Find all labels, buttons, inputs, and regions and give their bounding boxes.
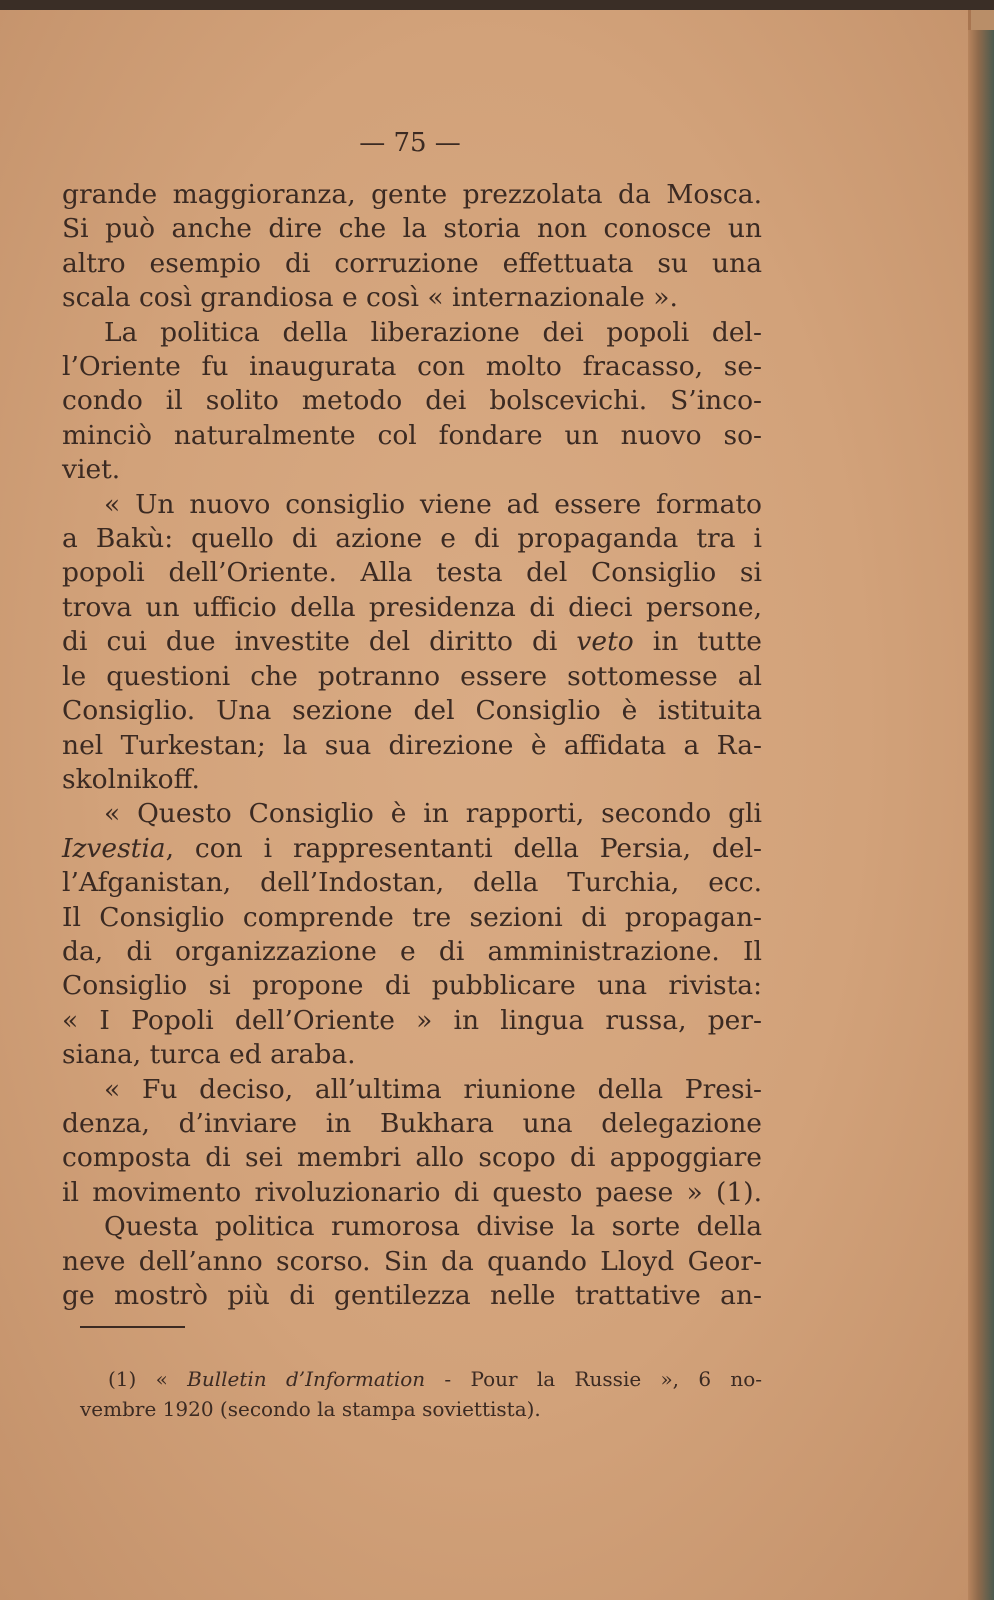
page-number: — 75 —	[359, 128, 461, 158]
text-line: « Fu deciso, all’ultima riunione della Presi-	[104, 1073, 762, 1105]
text-line: Izvestia, con i rappresentanti della Persia, del-	[62, 832, 762, 864]
text-line: a Bakù: quello di azione e di propaganda tra i	[62, 523, 762, 555]
book-cover-edge	[0, 0, 994, 10]
footnote-line: vembre 1920 (secondo la stampa soviettista).	[80, 1397, 541, 1421]
text-line: le questioni che potranno essere sottomesse al	[62, 660, 762, 692]
text-line: denza, d’inviare in Bukhara una delegazione	[62, 1107, 762, 1139]
text-line: skolnikoff.	[62, 763, 200, 795]
text-line: Si può anche dire che la storia non conosce un	[62, 213, 762, 245]
text-line: altro esempio di corruzione effettuata su una	[62, 247, 762, 279]
text-line: di cui due investite del diritto di veto in tutte	[62, 626, 762, 658]
text-line: composta di sei membri allo scopo di appoggiare	[62, 1142, 762, 1174]
text-line: nel Turkestan; la sua direzione è affidata a Ra-	[62, 729, 762, 761]
text-line: l’Oriente fu inaugurata con molto fracasso, se-	[62, 351, 762, 383]
text-line: l’Afganistan, dell’Indostan, della Turchia, ecc.	[62, 867, 762, 899]
text-line: da, di organizzazione e di amministrazione. Il	[62, 935, 762, 967]
text-line: « Un nuovo consiglio viene ad essere formato	[104, 488, 762, 520]
footnote-line: (1) « Bulletin d’Information - Pour la Russie », 6 no-	[108, 1367, 763, 1391]
text-line: « I Popoli dell’Oriente » in lingua russa, per-	[62, 1004, 762, 1036]
text-line: condo il solito metodo dei bolscevichi. S’inco-	[62, 385, 762, 417]
text-line: ge mostrò più di gentilezza nelle trattative an-	[62, 1280, 762, 1311]
footnote	[80, 1364, 762, 1424]
text-line: viet.	[62, 454, 121, 486]
text-line: siana, turca ed araba.	[62, 1039, 356, 1071]
footnote-separator	[80, 1326, 185, 1328]
page-edge-shadow	[968, 30, 994, 1600]
text-line: neve dell’anno scorso. Sin da quando Lloyd Geor-	[62, 1245, 762, 1277]
main-text	[62, 178, 762, 1313]
text-line: La politica della liberazione dei popoli del-	[104, 316, 762, 348]
text-line: Questa politica rumorosa divise la sorte della	[104, 1211, 762, 1243]
text-line: grande maggioranza, gente prezzolata da Mosca.	[62, 179, 762, 210]
text-line: scala così grandiosa e così « internazionale ».	[62, 282, 678, 314]
text-line: il movimento rivoluzionario di questo paese » (1).	[62, 1176, 762, 1208]
text-line: Consiglio. Una sezione del Consiglio è istituita	[62, 695, 762, 727]
text-line: Consiglio si propone di pubblicare una rivista:	[62, 970, 762, 1002]
text-line: « Questo Consiglio è in rapporti, secondo gli	[104, 798, 762, 830]
text-line: trova un ufficio della presidenza di dieci persone,	[62, 591, 762, 623]
text-line: minciò naturalmente col fondare un nuovo so-	[62, 419, 762, 451]
text-line: popoli dell’Oriente. Alla testa del Consiglio si	[62, 557, 762, 589]
text-line: Il Consiglio comprende tre sezioni di propagan-	[62, 901, 762, 933]
